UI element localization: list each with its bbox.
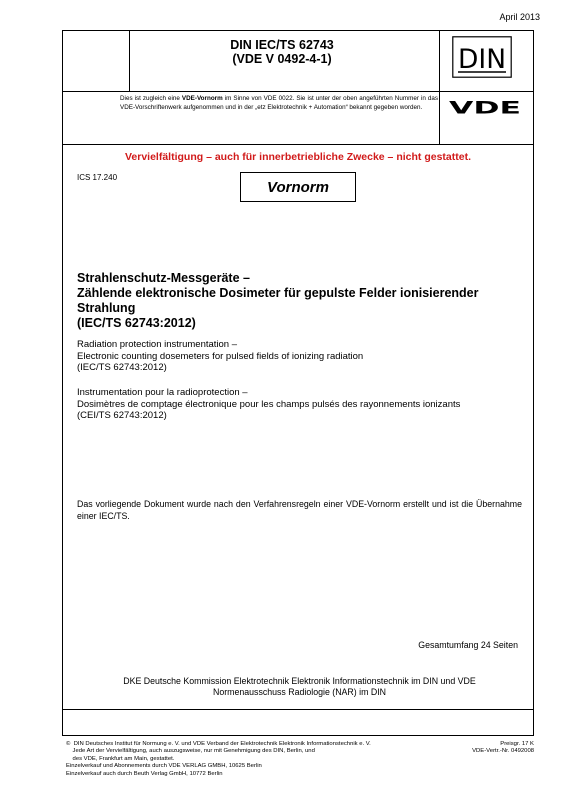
price-group-footer: Preisgr. 17 K VDE-Vertr.-Nr. 0492008 xyxy=(472,741,534,755)
total-pages: Gesamtumfang 24 Seiten xyxy=(418,640,518,650)
svg-text:VDE: VDE xyxy=(449,99,521,115)
title-german: Strahlenschutz-Messgeräte – Zählende elektronische Dosimeter für gepulste Felder ionisierender Strahlung (IEC/TS 62743:2012) xyxy=(77,271,479,330)
publication-date: April 2013 xyxy=(499,12,540,22)
document-type-label: Vornorm xyxy=(267,178,329,196)
title-french: Instrumentation pour la radioprotection – Dosimètres de comptage électronique pour les champs pulsés des rayonnements ionizants (CEI/TS 62743:2012) xyxy=(77,387,461,422)
procedure-note: Das vorliegende Dokument wurde nach den Verfahrensregeln einer VDE-Vornorm erstellt und ist die Übernahme einer IEC/TS. xyxy=(77,499,522,521)
document-type-box xyxy=(240,172,356,202)
copyright-footer: © DIN Deutsches Institut für Normung e. V. und VDE Verband der Elektrotechnik Elektronik Informationstechnik e. V. Jede Art der Vervielfältigung, auch auszugsweise, nur mit Genehmigung des DIN, Berlin, und des VDE, Frankfurt am Main, gestattet. Einzelverkauf und Abonnements durch VDE VERLAG GMBH, 10625 Berlin Einzelverkauf auch durch Beuth Verlag GmbH, 10772 Berlin xyxy=(66,741,371,777)
svg-text:DIN: DIN xyxy=(458,44,506,75)
footer-rule xyxy=(63,709,533,710)
vde-classification: (VDE V 0492-4-1) xyxy=(232,52,332,66)
reproduction-warning: Vervielfältigung – auch für innerbetriebliche Zwecke – nicht gestattet. xyxy=(124,151,471,163)
standard-number-block xyxy=(132,38,432,66)
vde-logo xyxy=(446,99,524,115)
header-bottom-rule xyxy=(63,144,533,145)
standard-number: DIN IEC/TS 62743 xyxy=(230,38,334,52)
ics-code: ICS 17.240 xyxy=(77,173,118,182)
logo-divider xyxy=(439,31,440,144)
header-rule xyxy=(63,91,533,92)
dke-committee: DKE Deutsche Kommission Elektrotechnik Elektronik Informationstechnik im DIN und VDE Normenausschuss Radiologie (NAR) im DIN xyxy=(123,676,476,697)
din-logo xyxy=(452,36,512,78)
title-english: Radiation protection instrumentation – Electronic counting dosemeters for pulsed fields of ionizing radiation (IEC/TS 62743:2012) xyxy=(77,339,364,374)
vde-adoption-note: Dies ist zugleich eine VDE-Vornorm im Sinne von VDE 0022. Sie ist unter der oben angeführten Nummer in das VDE-Vorschriftenwerk aufgenommen und in der „etz Elektrotechnik + Automation“ bekannt gegeben worden. xyxy=(120,95,438,111)
cover-frame xyxy=(62,30,534,736)
header-divider xyxy=(129,31,130,91)
